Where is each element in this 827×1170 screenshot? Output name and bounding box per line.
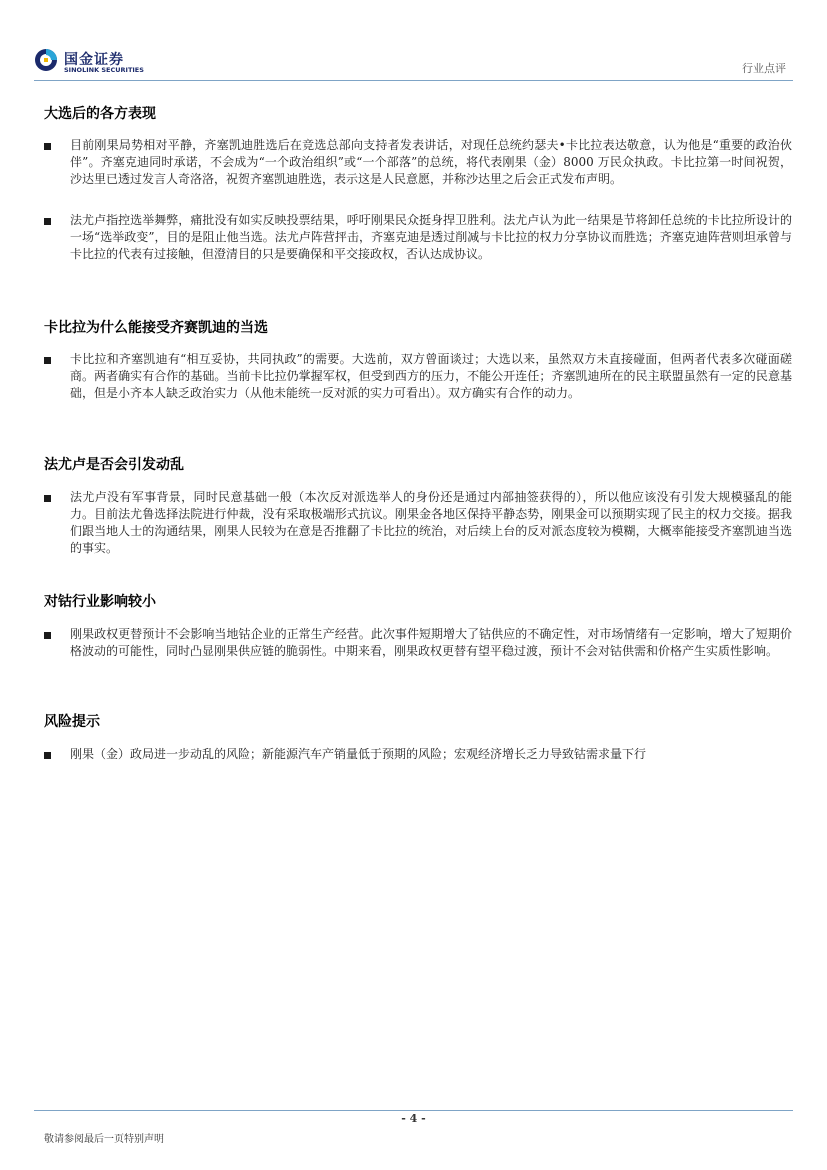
page-number: - 4 -: [401, 1112, 426, 1125]
bullet-square-icon: [44, 632, 51, 639]
document-type-label: 行业点评: [742, 62, 786, 75]
footer-disclaimer: 敬请参阅最后一页特别声明: [44, 1134, 164, 1145]
bullet-item: [44, 351, 792, 402]
bullet-square-icon: [44, 495, 51, 502]
bullet-square-icon: [44, 143, 51, 150]
bullet-item: [44, 489, 792, 557]
bullet-text: 卡比拉和齐塞凯迪有“相互妥协，共同执政”的需要。大选前，双方曾面谈过；大选以来，虽然双方未直接碰面，但两者代表多次碰面磋商。两者确实有合作的基础。当前卡比拉仍掌握军权，但受到西方的压力，不能公开连任；齐塞凯迪所在的民主联盟虽然有一定的民意基础，但是小齐本人缺乏政治实力（从他未能统一反对派的实力可看出）。双方确实有合作的动力。: [70, 352, 792, 400]
page-header: [0, 0, 827, 80]
company-logo: [34, 46, 154, 76]
bullet-text: 法尤卢没有军事背景，同时民意基础一般（本次反对派选举人的身份还是通过内部抽签获得的），所以他应该没有引发大规模骚乱的能力。目前法尤鲁选择法院进行仲裁，没有采取极端形式抗议。刚果金各地区保持平静态势，刚果金可以预期实现了民主的权力交接。据我们跟当地人士的沟通结果，刚果人民较为在意是否推翻了卡比拉的统治，对后续上台的反对派态度较为模糊，大概率能接受齐塞凯迪当选的事实。: [70, 490, 792, 555]
bullet-square-icon: [44, 218, 51, 225]
bullet-text: 法尤卢指控选举舞弊，痛批没有如实反映投票结果，呼吁刚果民众挺身捍卫胜利。法尤卢认为此一结果是节将卸任总统的卡比拉所设计的一场“选举政变”，目的是阻止他当选。法尤卢阵营抨击，齐塞克迪是透过削减与卡比拉的权力分享协议而胜选；齐塞克迪阵营则坦承曾与卡比拉的代表有过接触，但澄清目的只是要确保和平交接政权，否认达成协议。: [70, 213, 792, 261]
section-title: 法尤卢是否会引发动乱: [44, 457, 184, 473]
sinolink-logo-icon: [34, 46, 60, 74]
logo-english-text: SINOLINK SECURITIES: [64, 66, 144, 74]
bullet-text: 刚果政权更替预计不会影响当地钴企业的正常生产经营。此次事件短期增大了钴供应的不确定性，对市场情绪有一定影响，增大了短期价格波动的可能性，同时凸显刚果供应链的脆弱性。中期来看，刚果政权更替有望平稳过渡，预计不会对钴供需和价格产生实质性影响。: [70, 627, 792, 658]
header-divider: [34, 80, 793, 81]
footer-divider: [34, 1110, 793, 1111]
bullet-item: [44, 212, 792, 263]
bullet-item: [44, 746, 792, 763]
bullet-text: 目前刚果局势相对平静，齐塞凯迪胜选后在竞选总部向支持者发表讲话，对现任总统约瑟夫•卡比拉表达敬意，认为他是“重要的政治伙伴”。齐塞克迪同时承诺，不会成为“一个政治组织”或“一个部落”的总统，将代表刚果（金）8000 万民众执政。卡比拉第一时间祝贺，沙达里已透过发言人奇洛洛，祝贺齐塞凯迪胜选，表示这是人民意愿，并称沙达里之后会正式发布声明。: [70, 138, 792, 186]
section-title: 风险提示: [44, 714, 100, 730]
logo-chinese-text: 国金证券: [64, 52, 124, 68]
bullet-item: [44, 626, 792, 660]
section-title: 大选后的各方表现: [44, 106, 156, 122]
section-title: 卡比拉为什么能接受齐赛凯迪的当选: [44, 320, 268, 336]
bullet-item: [44, 137, 792, 188]
section-title: 对钴行业影响较小: [44, 594, 156, 610]
bullet-text: 刚果（金）政局进一步动乱的风险；新能源汽车产销量低于预期的风险；宏观经济增长乏力导致钴需求量下行: [70, 747, 647, 761]
bullet-square-icon: [44, 752, 51, 759]
bullet-square-icon: [44, 357, 51, 364]
